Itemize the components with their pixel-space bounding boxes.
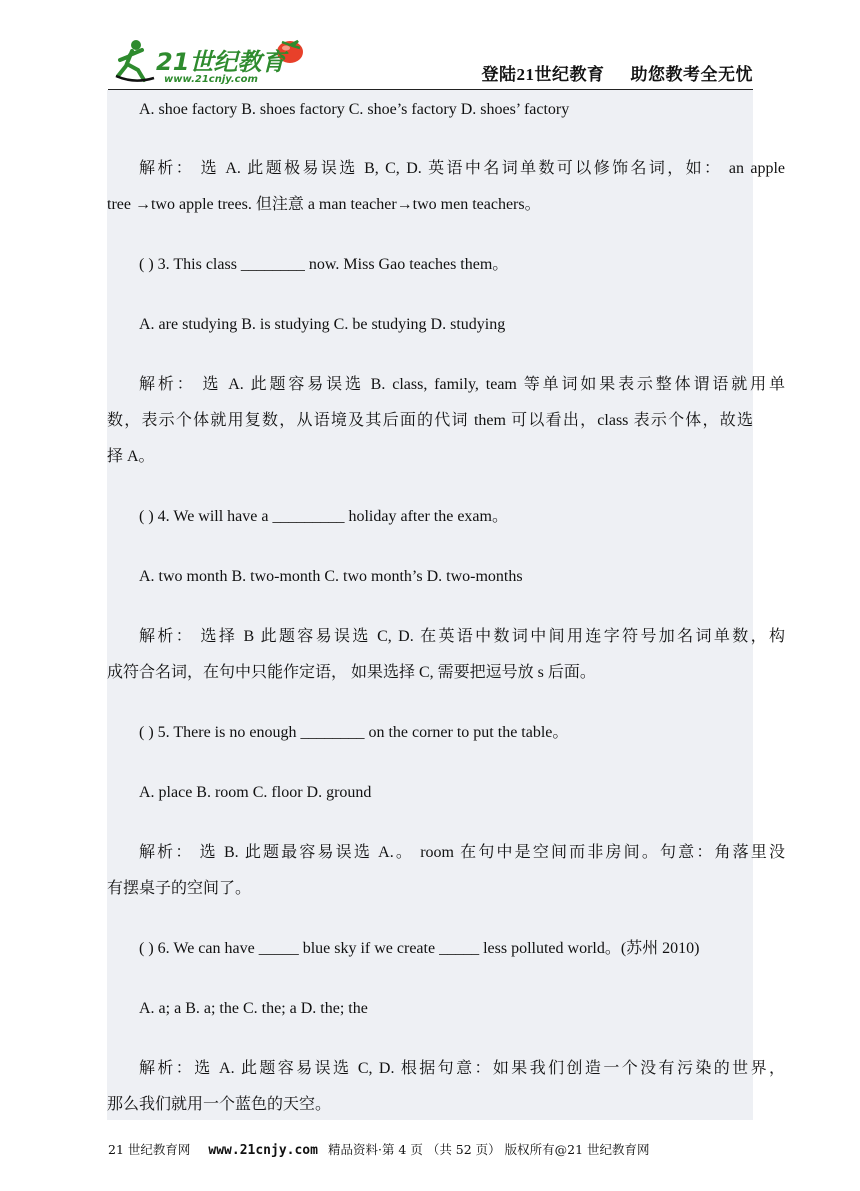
logo-url: www.21cnjy.com bbox=[164, 74, 258, 85]
site-logo bbox=[114, 36, 314, 86]
analysis-q3-line1: 解析： 选 A. 此题容易误选 B. class, family, team 等单词如果表示整体谓语就用单 bbox=[139, 376, 785, 393]
analysis-q3-line3: 择 A。 bbox=[107, 448, 155, 465]
slogan-motto: 助您教考全无忧 bbox=[630, 65, 753, 85]
question-6: ( ) 6. We can have _____ blue sky if we create _____ less polluted world。(苏州 2010) bbox=[139, 940, 700, 957]
options-q2: A. shoe factory B. shoes factory C. shoe’s factory D. shoes’ factory bbox=[139, 101, 570, 118]
analysis-q3-line2: 数，表示个体就用复数，从语境及其后面的代词 them 可以看出，class 表示个体，故选 bbox=[107, 412, 753, 429]
slogan-number: 21 bbox=[516, 65, 535, 84]
analysis-q4-line2: 成符合名词，在句中只能作定语， 如果选择 C, 需要把逗号放 s 后面。 bbox=[107, 664, 596, 681]
runner-icon bbox=[116, 40, 154, 81]
question-3: ( ) 3. This class ________ now. Miss Gao teaches them。 bbox=[139, 256, 509, 273]
options-q3: A. are studying B. is studying C. be studying D. studying bbox=[139, 316, 506, 333]
analysis-q5-line1: 解析： 选 B. 此题最容易误选 A.。 room 在句中是空间而非房间。句意：角落里没 bbox=[139, 844, 785, 861]
options-q4: A. two month B. two-month C. two month’s D. two-months bbox=[139, 568, 523, 585]
document-body bbox=[107, 90, 785, 1120]
slogan-login: 登陆 bbox=[481, 65, 517, 85]
analysis-q5-line2: 有摆桌子的空间了。 bbox=[107, 880, 252, 897]
options-q5: A. place B. room C. floor D. ground bbox=[139, 784, 372, 801]
footer-page-info: 精品资料·第 4 页 （共 52 页） 版权所有@21 世纪教育网 bbox=[327, 1142, 650, 1157]
slogan-brand: 世纪教育 bbox=[534, 65, 605, 85]
footer-site: 21 世纪教育网 bbox=[108, 1142, 191, 1157]
header-slogan bbox=[482, 60, 754, 85]
analysis-q2-line1: 解析： 选 A. 此题极易误选 B, C, D. 英语中名词单数可以修饰名词，如： an apple bbox=[139, 160, 785, 177]
analysis-q4-line1: 解析： 选择 B 此题容易误选 C, D. 在英语中数词中间用连字符号加名词单数，构 bbox=[139, 628, 785, 645]
question-5: ( ) 5. There is no enough ________ on the corner to put the table。 bbox=[139, 724, 569, 741]
analysis-q2-line2: tree →two apple trees. 但注意 a man teacher→two men teachers。 bbox=[107, 196, 541, 213]
question-4: ( ) 4. We will have a _________ holiday after the exam。 bbox=[139, 508, 508, 525]
page-footer bbox=[108, 1140, 753, 1158]
analysis-q6-line2: 那么我们就用一个蓝色的天空。 bbox=[107, 1096, 332, 1113]
footer-url: www.21cnjy.com bbox=[208, 1143, 318, 1158]
logo-wordmark: 21世纪教育 bbox=[156, 48, 286, 76]
page-header bbox=[108, 30, 753, 90]
analysis-q6-line1: 解析：选 A. 此题容易误选 C, D. 根据句意：如果我们创造一个没有污染的世界， bbox=[139, 1060, 785, 1077]
options-q6: A. a; a B. a; the C. the; a D. the; the bbox=[139, 1000, 368, 1017]
